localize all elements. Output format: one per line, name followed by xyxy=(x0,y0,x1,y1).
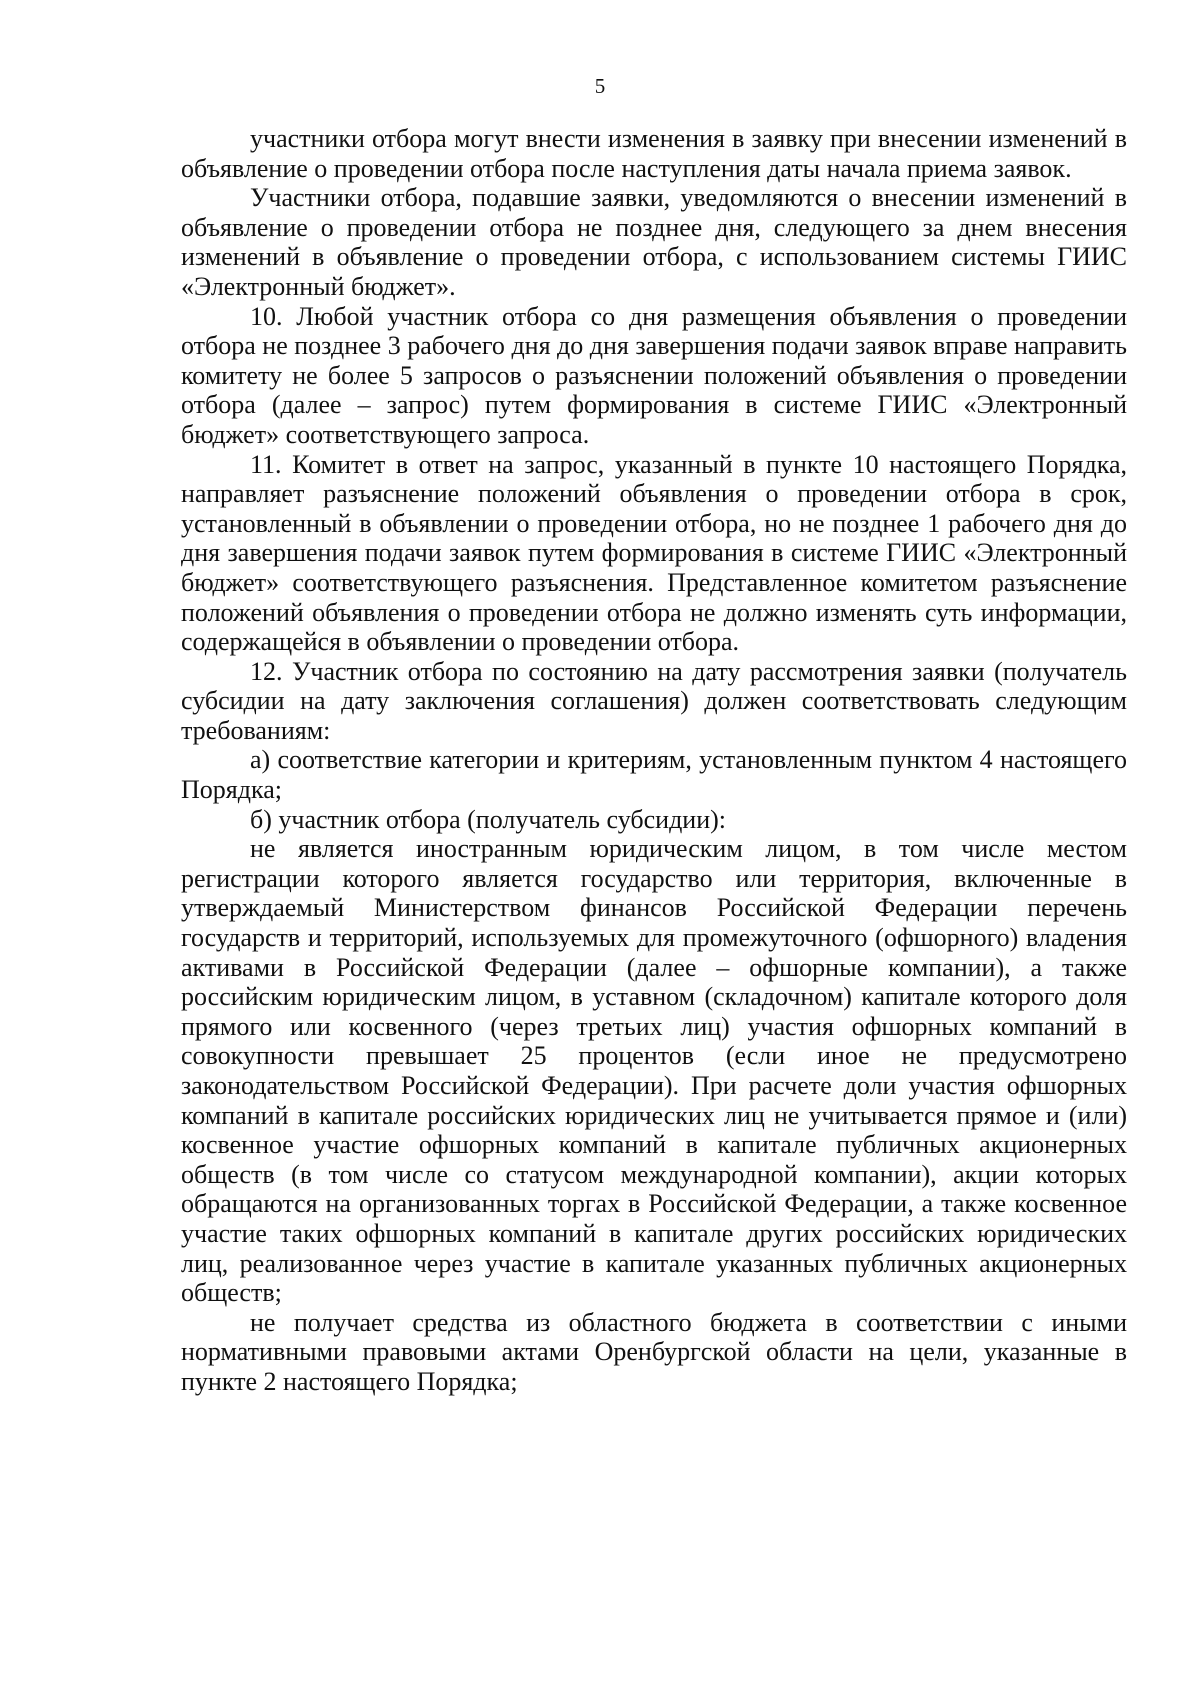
paragraph-application-changes: участники отбора могут внести изменения в заявку при внесении изменений в объявление о проведении отбора после наступления даты начала приема заявок. xyxy=(181,124,1127,183)
paragraph-participant-notification: Участники отбора, подавшие заявки, уведомляются о внесении изменений в объявление о проведении отбора не позднее дня, следующего за днем внесения изменений в объявление о проведении отбора, с использованием системы ГИИС «Электронный бюджет». xyxy=(181,183,1127,301)
paragraph-clause-11: 11. Комитет в ответ на запрос, указанный в пункте 10 настоящего Порядка, направляет разъяснение положений объявления о проведении отбора в срок, установленный в объявлении о проведении отбора, но не позднее 1 рабочего дня до дня завершения подачи заявок путем формирования в системе ГИИС «Электронный бюджет» соответствующего разъяснения. Представленное комитетом разъяснение положений объявления о проведении отбора не должно изменять суть информации, содержащейся в объявлении о проведении отбора. xyxy=(181,449,1127,657)
paragraph-clause-12-b: б) участник отбора (получатель субсидии): xyxy=(250,804,727,834)
paragraph-clause-10: 10. Любой участник отбора со дня размещения объявления о проведении отбора не позднее 3 рабочего дня до дня завершения подачи заявок вправе направить комитету не более 5 запросов о разъяснении положений объявления о проведении отбора (далее – запрос) путем формирования в системе ГИИС «Электронный бюджет» соответствующего запроса. xyxy=(181,301,1127,449)
paragraph-offshore-requirement: не является иностранным юридическим лицом, в том числе местом регистрации которого является государство или территория, включенные в утверждаемый Министерством финансов Российской Федерации перечень государств и территорий, используемых для промежуточного (офшорного) владения активами в Российской Федерации (далее – офшорные компании), а также российским юридическим лицом, в уставном (складочном) капитале которого доля прямого или косвенного (через третьих лиц) участия офшорных компаний в совокупности превышает 25 процентов (если иное не предусмотрено законодательством Российской Федерации). При расчете доли участия офшорных компаний в капитале российских юридических лиц не учитывается прямое и (или) косвенное участие офшорных компаний в капитале публичных акционерных обществ (в том числе со статусом международной компании), акции которых обращаются на организованных торгах в Российской Федерации, а также косвенное участие таких офшорных компаний в капитале других российских юридических лиц, реализованное через участие в капитале указанных публичных акционерных обществ; xyxy=(181,834,1127,1308)
body-text xyxy=(181,124,1127,1397)
paragraph-clause-12-a: а) соответствие категории и критериям, установленным пунктом 4 настоящего Порядка; xyxy=(181,745,1127,805)
paragraph-budget-requirement: не получает средства из областного бюджета в соответствии с иными нормативными правовыми актами Оренбургской области на цели, указанные в пункте 2 настоящего Порядка; xyxy=(181,1307,1127,1396)
paragraph-clause-12: 12. Участник отбора по состоянию на дату рассмотрения заявки (получатель субсидии на дату заключения соглашения) должен соответствовать следующим требованиям: xyxy=(181,656,1127,745)
page-number: 5 xyxy=(594,74,606,98)
